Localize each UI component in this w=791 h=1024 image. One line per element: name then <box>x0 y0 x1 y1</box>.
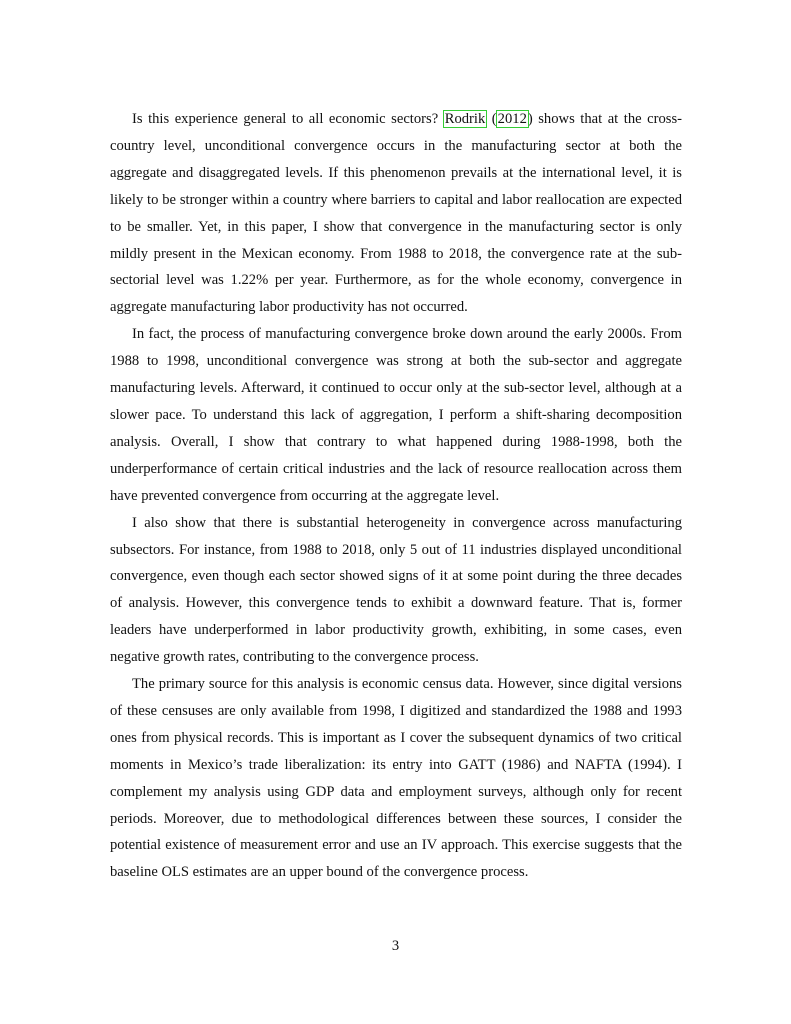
page-number: 3 <box>391 938 400 954</box>
paragraph-2: In fact, the process of manufacturing convergence broke down around the early 2000s. From 1988 to 1998, unconditional convergence was strong at both the sub-sector and aggregate manufacturing levels. Afterward, it continued to occur only at the sub-sector level, although at a slower pace. To understand this lack of aggregation, I perform a shift-sharing decomposition analysis. Overall, I show that contrary to what happened during 1988-1998, both the underperformance of certain critical industries and the lack of resource reallocation across them have prevented convergence from occurring at the aggregate level. <box>110 326 682 504</box>
body-text <box>110 106 682 886</box>
paragraph-1 <box>110 106 682 321</box>
paragraph-4: The primary source for this analysis is economic census data. However, since digital versions of these censuses are only available from 1998, I digitized and standardized the 1988 and 1993 ones from physical records. This is important as I cover the subsequent dynamics of two critical moments in Mexico’s trade liberalization: its entry into GATT (1986) and NAFTA (1994). I complement my analysis using GDP data and employment surveys, although only for recent periods. Moreover, due to methodological differences between these sources, I consider the potential existence of measurement error and use an IV approach. This exercise suggests that the baseline OLS estimates are an upper bound of the convergence process. <box>110 676 682 881</box>
citation-open-paren: ( <box>486 111 497 127</box>
paragraph-3: I also show that there is substantial heterogeneity in convergence across manufacturing subsectors. For instance, from 1988 to 2018, only 5 out of 11 industries displayed unconditional convergence, even though each sector showed signs of it at some point during the three decades of analysis. However, this convergence tends to exhibit a downward feature. That is, former leaders have underperformed in labor productivity growth, exhibiting, in some cases, even negative growth rates, contributing to the convergence process. <box>110 514 682 666</box>
paragraph-1-rest: ) shows that at the cross-country level, unconditional convergence occurs in the manufacturing sector at both the aggregate and disaggregated levels. If this phenomenon prevails at the international level, it is likely to be stronger within a country where barriers to capital and labor reallocation are expected to be smaller. Yet, in this paper, I show that convergence in the manufacturing sector is only mildly present in the Mexican economy. From 1988 to 2018, the convergence rate at the sub-sectorial level was 1.22% per year. Furthermore, as for the whole economy, convergence in aggregate manufacturing labor productivity has not occurred. <box>110 111 682 316</box>
citation-link-rodrik[interactable]: Rodrik <box>444 111 486 127</box>
paragraph-1-lead: Is this experience general to all economic sectors? <box>132 111 444 127</box>
citation-link-year[interactable]: 2012 <box>497 111 527 127</box>
